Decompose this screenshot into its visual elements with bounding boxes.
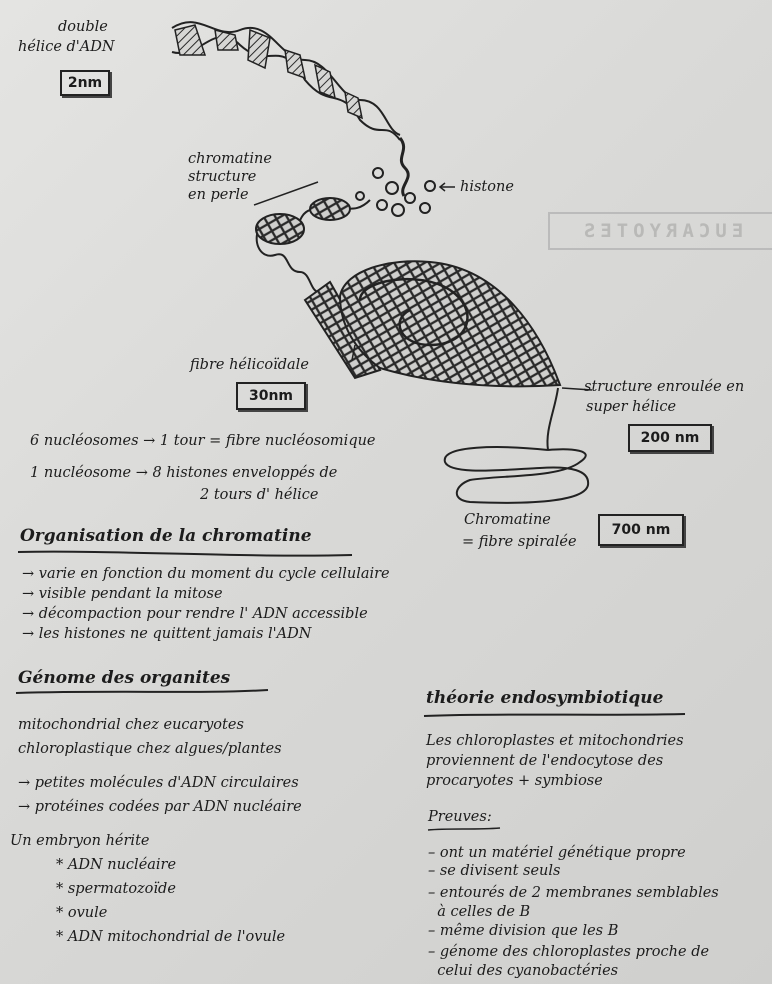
genome-title: Génome des organites — [18, 668, 231, 688]
coil-size-badge: 200 nm — [628, 424, 712, 452]
proof-item: à celles de B — [428, 904, 531, 920]
proof-item: – entourés de 2 membranes semblables — [428, 885, 719, 901]
proof-item: – même division que les B — [428, 923, 619, 939]
coil-label-line1: structure enroulée en — [584, 379, 745, 395]
embryo-item: * spermatozoïde — [56, 881, 176, 897]
chromatin-loop — [445, 388, 588, 503]
note-1: 6 nucléosomes → 1 tour = fibre nucléosomique — [30, 433, 376, 449]
theory-text: procaryotes + symbiose — [426, 773, 603, 789]
dna-label-line1: double — [58, 19, 108, 35]
theory-title: théorie endosymbiotique — [426, 688, 664, 708]
embryo-title: Un embryon hérite — [10, 833, 150, 849]
proof-item: – ont un matériel génétique propre — [428, 845, 686, 861]
organisation-item: → visible pendant la mitose — [22, 586, 223, 602]
theory-text: Les chloroplastes et mitochondries — [426, 733, 684, 749]
theory-text: proviennent de l'endocytose des — [426, 753, 664, 769]
genome-line: mitochondrial chez eucaryotes — [18, 717, 244, 733]
organisation-item: → décompaction pour rendre l' ADN accessible — [22, 606, 368, 622]
genome-item: → petites molécules d'ADN circulaires — [18, 775, 299, 791]
proofs-underline — [428, 828, 500, 830]
organisation-title: Organisation de la chromatine — [20, 526, 312, 546]
organisation-underline — [18, 552, 352, 556]
chromatin-fibre-label-line2: = fibre spiralée — [462, 534, 577, 550]
theory-underline — [424, 714, 685, 716]
fibre-label: fibre hélicoïdale — [190, 357, 309, 373]
organisation-item: → les histones ne quittent jamais l'ADN — [22, 626, 312, 642]
proof-item: celui des cyanobactéries — [428, 963, 619, 979]
dna-label-line2: hélice d'ADN — [18, 39, 115, 55]
genome-line: chloroplastique chez algues/plantes — [18, 741, 282, 757]
note-2: 1 nucléosome → 8 histones enveloppés de — [30, 465, 338, 481]
chromatin-fibre-size-badge: 700 nm — [598, 514, 684, 546]
chromatin-label-line3: en perle — [188, 187, 249, 203]
proofs-title: Preuves: — [428, 809, 492, 825]
note-2-continued: 2 tours d' hélice — [200, 487, 319, 503]
dna-size-badge: 2nm — [60, 70, 110, 96]
proof-item: – se divisent seuls — [428, 863, 561, 879]
embryo-item: * ADN nucléaire — [56, 857, 177, 873]
solenoid-fibre — [305, 261, 560, 386]
coil-label-line2: super hélice — [586, 399, 677, 415]
chromatin-label-line2: structure — [188, 169, 257, 185]
embryo-item: * ovule — [56, 905, 108, 921]
bleed-through-text: EUCARYOTES — [548, 212, 772, 250]
embryo-item: * ADN mitochondrial de l'ovule — [56, 929, 286, 945]
proof-item: – génome des chloroplastes proche de — [428, 944, 710, 960]
histone-beads — [356, 168, 435, 216]
genome-underline — [16, 690, 268, 693]
genome-item: → protéines codées par ADN nucléaire — [18, 799, 302, 815]
organisation-item: → varie en fonction du moment du cycle cellulaire — [22, 566, 390, 582]
histone-label: histone — [460, 179, 514, 195]
chromatin-fibre-label-line1: Chromatine — [464, 512, 551, 528]
chromatin-label-line1: chromatine — [188, 151, 272, 167]
fibre-size-badge: 30nm — [236, 382, 306, 410]
nucleosome-string — [254, 182, 370, 292]
